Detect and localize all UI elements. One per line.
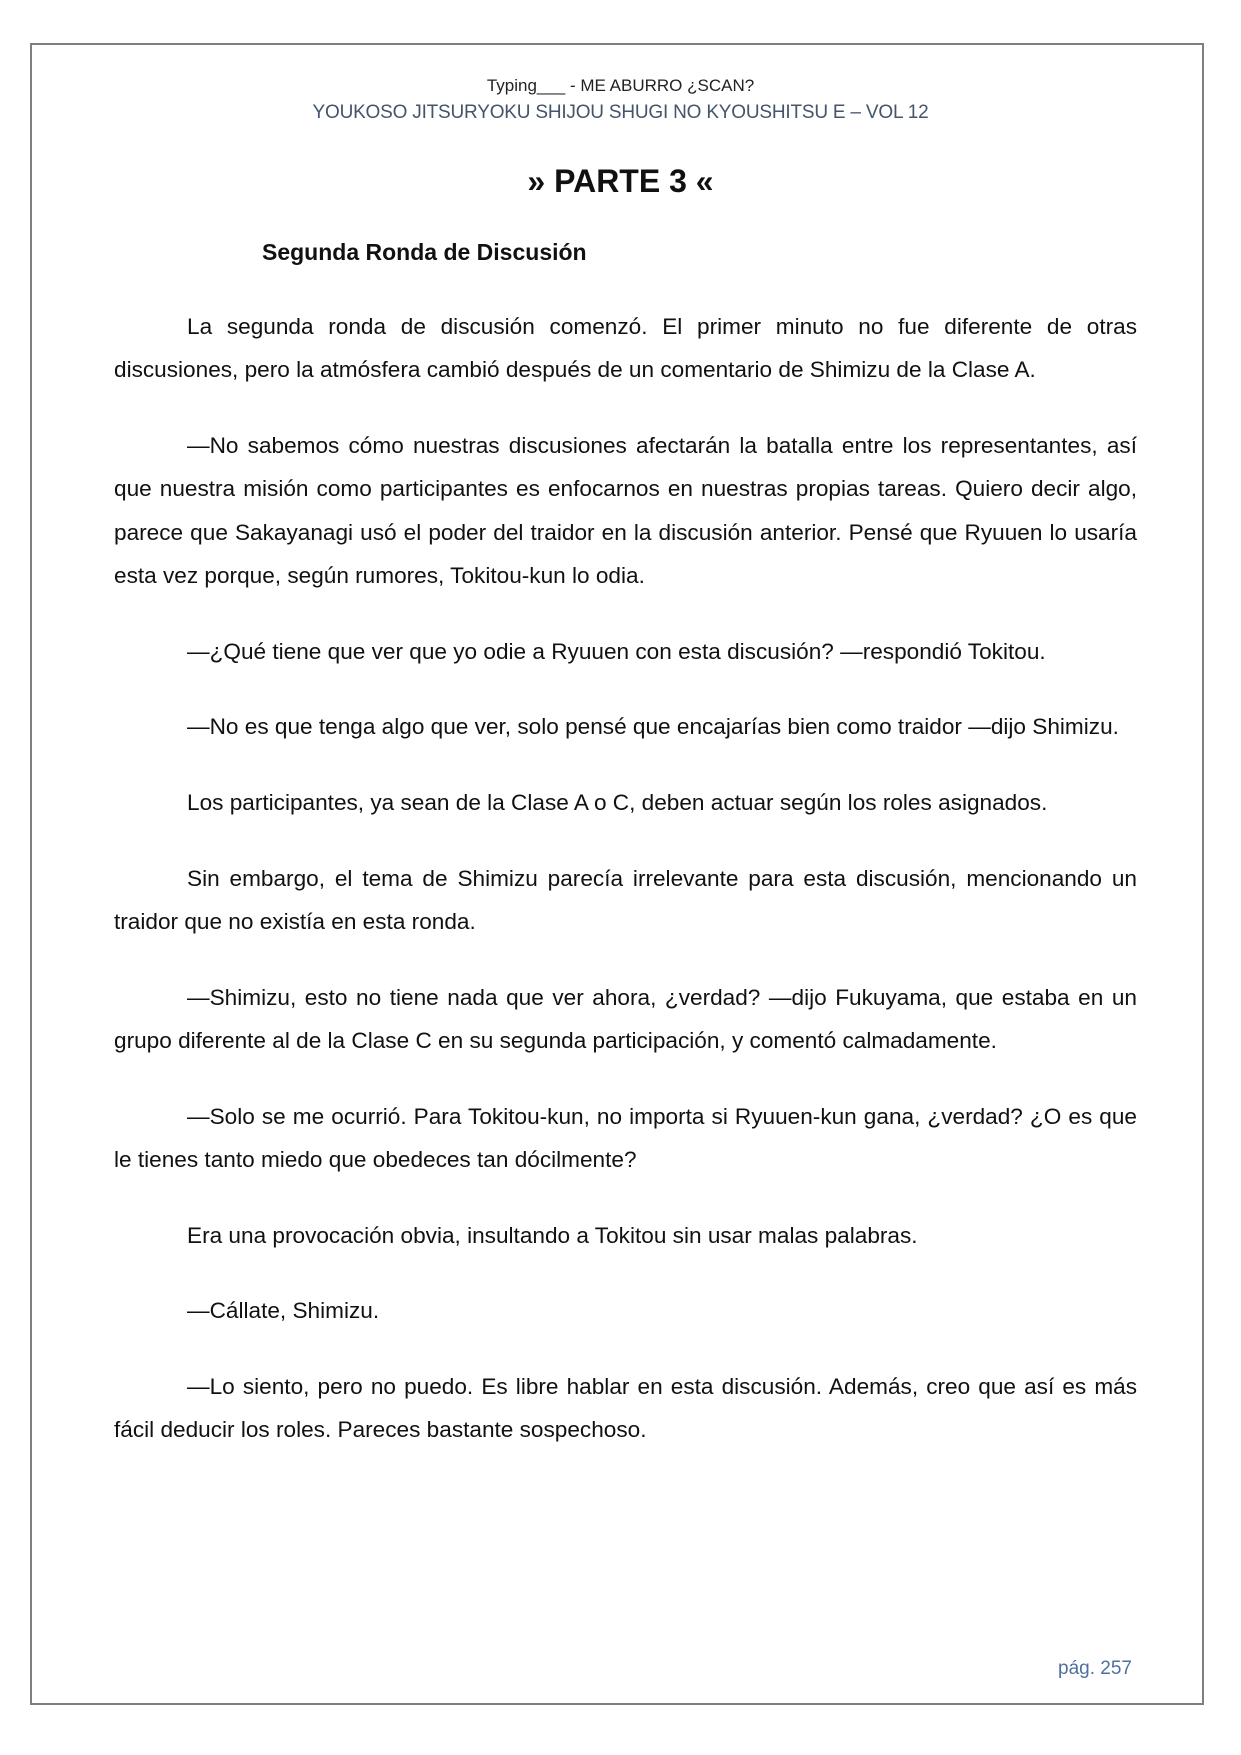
header-title: YOUKOSO JITSURYOKU SHIJOU SHUGI NO KYOUSHITSU E – VOL 12 bbox=[312, 102, 929, 123]
paragraph: Sin embargo, el tema de Shimizu parecía irrelevante para esta discusión, mencionando un traidor que no existía en esta ronda. bbox=[114, 865, 1137, 934]
page-number: pág. 257 bbox=[1058, 1658, 1132, 1679]
body-text bbox=[114, 305, 1137, 1484]
paragraph: —Solo se me ocurrió. Para Tokitou-kun, no importa si Ryuuen-kun gana, ¿verdad? ¿O es que le tienes tanto miedo que obedeces tan dócilmente? bbox=[114, 1103, 1137, 1172]
section-subheading: Segunda Ronda de Discusión bbox=[262, 239, 587, 265]
paragraph: —¿Qué tiene que ver que yo odie a Ryuuen con esta discusión? —respondió Tokitou. bbox=[187, 638, 1046, 664]
paragraph: —Lo siento, pero no puedo. Es libre hablar en esta discusión. Además, creo que así es más fácil deducir los roles. Pareces bastante sospechoso. bbox=[114, 1373, 1137, 1443]
paragraph: Los participantes, ya sean de la Clase A o C, deben actuar según los roles asignados. bbox=[187, 790, 1048, 815]
paragraph: —Shimizu, esto no tiene nada que ver ahora, ¿verdad? —dijo Fukuyama, que estaba en un grupo diferente al de la Clase C en su segunda participación, y comentó calmadamente. bbox=[114, 984, 1137, 1053]
paragraph: La segunda ronda de discusión comenzó. El primer minuto no fue diferente de otras discusiones, pero la atmósfera cambió después de un comentario de Shimizu de la Clase A. bbox=[114, 314, 1137, 383]
paragraph: —Cállate, Shimizu. bbox=[187, 1298, 380, 1324]
paragraph: Era una provocación obvia, insultando a Tokitou sin usar malas palabras. bbox=[187, 1222, 918, 1248]
header-credits: Typing___ - ME ABURRO ¿SCAN? bbox=[486, 76, 755, 95]
paragraph: —No es que tenga algo que ver, solo pensé que encajarías bien como traidor —dijo Shimizu. bbox=[187, 714, 1119, 740]
part-title: » PARTE 3 « bbox=[527, 163, 714, 199]
paragraph: —No sabemos cómo nuestras discusiones afectarán la batalla entre los representantes, así que nuestra misión como participantes es enfocarnos en nuestras propias tareas. Quiero decir algo, parece que Sakayanagi usó el poder del traidor en la discusión anterior. Pensé que Ryuuen lo usaría esta vez porque, según rumores, Tokitou-kun lo odia. bbox=[114, 433, 1137, 589]
